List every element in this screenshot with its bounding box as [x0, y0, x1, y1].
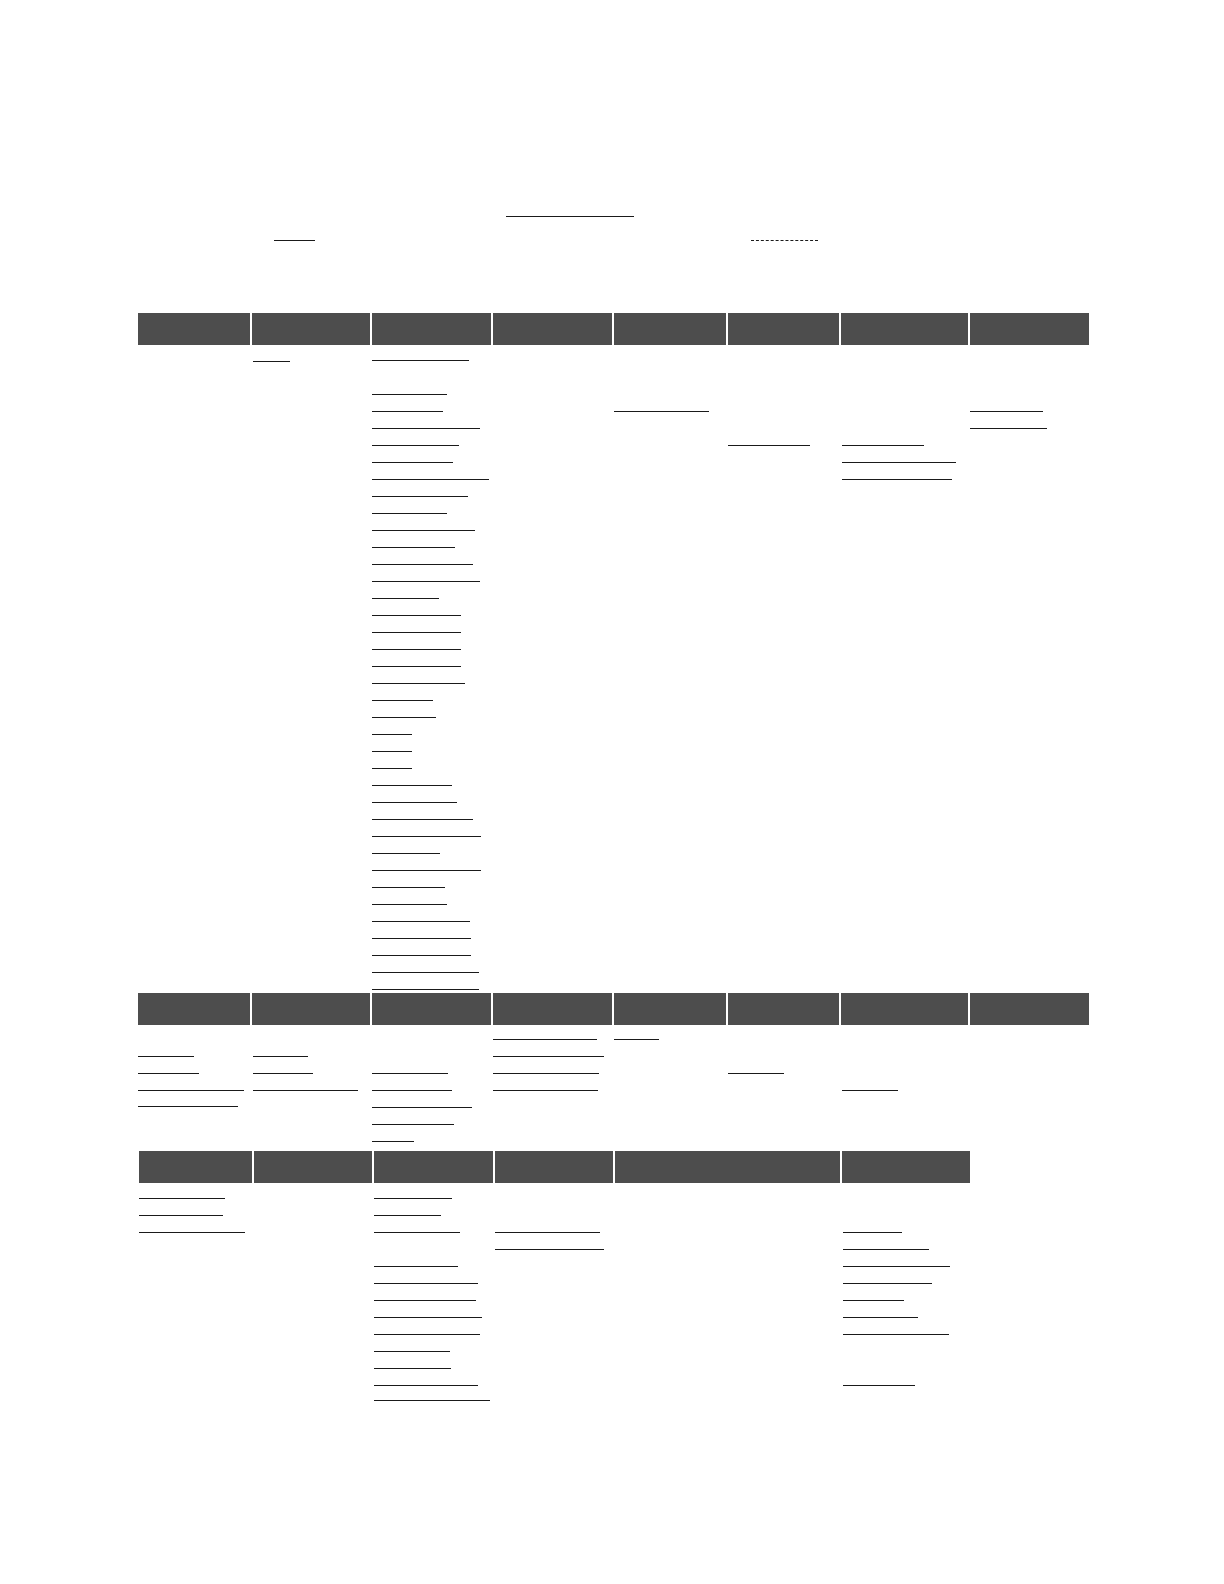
- title-redaction-line: [506, 216, 634, 217]
- cell-redaction-line: [843, 1334, 949, 1335]
- header-cell: [970, 313, 1089, 345]
- subtitle-left-redaction-line: [274, 240, 315, 241]
- cell-redaction-line: [843, 1385, 915, 1386]
- cell-redaction-line: [372, 513, 447, 514]
- cell-redaction-line: [372, 683, 465, 684]
- cell-redaction-line: [372, 887, 445, 888]
- cell-redaction-line: [493, 1073, 599, 1074]
- cell-redaction-line: [372, 649, 461, 650]
- cell-redaction-line: [374, 1385, 478, 1386]
- cell-redaction-line: [493, 1039, 597, 1040]
- cell-redaction-line: [372, 853, 440, 854]
- cell-redaction-line: [253, 1090, 358, 1091]
- header-cell: [614, 993, 726, 1025]
- cell-redaction-line: [372, 1107, 472, 1108]
- header-cell: [139, 1151, 252, 1183]
- cell-redaction-line: [372, 785, 452, 786]
- cell-redaction-line: [139, 1215, 223, 1216]
- header-cell: [728, 313, 839, 345]
- cell-redaction-line: [372, 428, 480, 429]
- cell-redaction-line: [372, 938, 471, 939]
- header-cell: [372, 313, 491, 345]
- cell-redaction-line: [728, 445, 810, 446]
- cell-redaction-line: [372, 751, 412, 752]
- cell-redaction-line: [374, 1232, 460, 1233]
- cell-redaction-line: [728, 1073, 784, 1074]
- cell-redaction-line: [614, 1039, 659, 1040]
- header-cell: [495, 1151, 613, 1183]
- cell-redaction-line: [372, 1141, 414, 1142]
- cell-redaction-line: [138, 1106, 238, 1107]
- subtitle-right-redaction-line: [751, 240, 818, 241]
- header-cell: [374, 1151, 493, 1183]
- cell-redaction-line: [372, 615, 461, 616]
- cell-redaction-line: [374, 1351, 450, 1352]
- cell-redaction-line: [374, 1283, 478, 1284]
- header-cell: [842, 1151, 970, 1183]
- cell-redaction-line: [372, 479, 489, 480]
- cell-redaction-line: [495, 1249, 604, 1250]
- header-cell: [614, 313, 726, 345]
- cell-redaction-line: [372, 547, 455, 548]
- cell-redaction-line: [372, 1090, 452, 1091]
- cell-redaction-line: [372, 394, 447, 395]
- cell-redaction-line: [372, 904, 447, 905]
- cell-redaction-line: [372, 598, 439, 599]
- header-cell: [970, 993, 1089, 1025]
- cell-redaction-line: [138, 1073, 199, 1074]
- document-description: [0, 0, 1, 1]
- cell-redaction-line: [843, 1249, 929, 1250]
- cell-redaction-line: [253, 1073, 313, 1074]
- cell-redaction-line: [843, 1317, 918, 1318]
- cell-redaction-line: [374, 1368, 451, 1369]
- header-cell: [841, 313, 968, 345]
- header-cell: [841, 993, 968, 1025]
- cell-redaction-line: [372, 666, 461, 667]
- cell-redaction-line: [843, 1266, 950, 1267]
- header-cell: [372, 993, 491, 1025]
- header-cell: [493, 993, 612, 1025]
- cell-redaction-line: [372, 1124, 454, 1125]
- cell-redaction-line: [372, 921, 470, 922]
- cell-redaction-line: [139, 1232, 245, 1233]
- cell-redaction-line: [374, 1317, 482, 1318]
- cell-redaction-line: [138, 1056, 194, 1057]
- cell-redaction-line: [372, 462, 453, 463]
- cell-redaction-line: [372, 802, 457, 803]
- cell-redaction-line: [372, 564, 473, 565]
- cell-redaction-line: [374, 1300, 476, 1301]
- cell-redaction-line: [372, 530, 475, 531]
- cell-redaction-line: [372, 700, 433, 701]
- cell-redaction-line: [253, 1056, 308, 1057]
- cell-redaction-line: [374, 1266, 458, 1267]
- cell-redaction-line: [372, 972, 479, 973]
- cell-redaction-line: [372, 1073, 448, 1074]
- cell-redaction-line: [842, 462, 956, 463]
- cell-redaction-line: [372, 411, 443, 412]
- cell-redaction-line: [843, 1283, 932, 1284]
- header-cell: [252, 993, 370, 1025]
- header-cell: [252, 313, 370, 345]
- cell-redaction-line: [614, 411, 709, 412]
- header-cell: [254, 1151, 372, 1183]
- header-cell: [138, 313, 250, 345]
- cell-redaction-line: [372, 870, 481, 871]
- cell-redaction-line: [843, 1300, 904, 1301]
- cell-redaction-line: [372, 717, 436, 718]
- cell-redaction-line: [374, 1198, 452, 1199]
- cell-redaction-line: [374, 1400, 490, 1401]
- cell-redaction-line: [372, 768, 412, 769]
- cell-redaction-line: [842, 445, 924, 446]
- cell-redaction-line: [372, 836, 481, 837]
- cell-redaction-line: [372, 955, 471, 956]
- cell-redaction-line: [842, 479, 952, 480]
- cell-redaction-line: [139, 1198, 225, 1199]
- cell-redaction-line: [495, 1232, 600, 1233]
- cell-redaction-line: [372, 819, 473, 820]
- header-cell: [138, 993, 250, 1025]
- cell-redaction-line: [372, 496, 468, 497]
- cell-redaction-line: [493, 1090, 598, 1091]
- cell-redaction-line: [493, 1056, 604, 1057]
- cell-redaction-line: [372, 581, 480, 582]
- cell-redaction-line: [970, 428, 1047, 429]
- cell-redaction-line: [372, 989, 479, 990]
- cell-redaction-line: [842, 1090, 898, 1091]
- cell-redaction-line: [374, 1334, 480, 1335]
- cell-redaction-line: [372, 734, 412, 735]
- cell-redaction-line: [970, 411, 1043, 412]
- cell-redaction-line: [138, 1090, 244, 1091]
- cell-redaction-line: [372, 445, 459, 446]
- cell-redaction-line: [253, 361, 290, 362]
- cell-redaction-line: [374, 1215, 441, 1216]
- cell-redaction-line: [372, 632, 461, 633]
- cell-redaction-line: [372, 360, 469, 361]
- header-cell: [728, 993, 839, 1025]
- cell-redaction-line: [843, 1232, 902, 1233]
- header-cell: [615, 1151, 840, 1183]
- header-cell: [493, 313, 612, 345]
